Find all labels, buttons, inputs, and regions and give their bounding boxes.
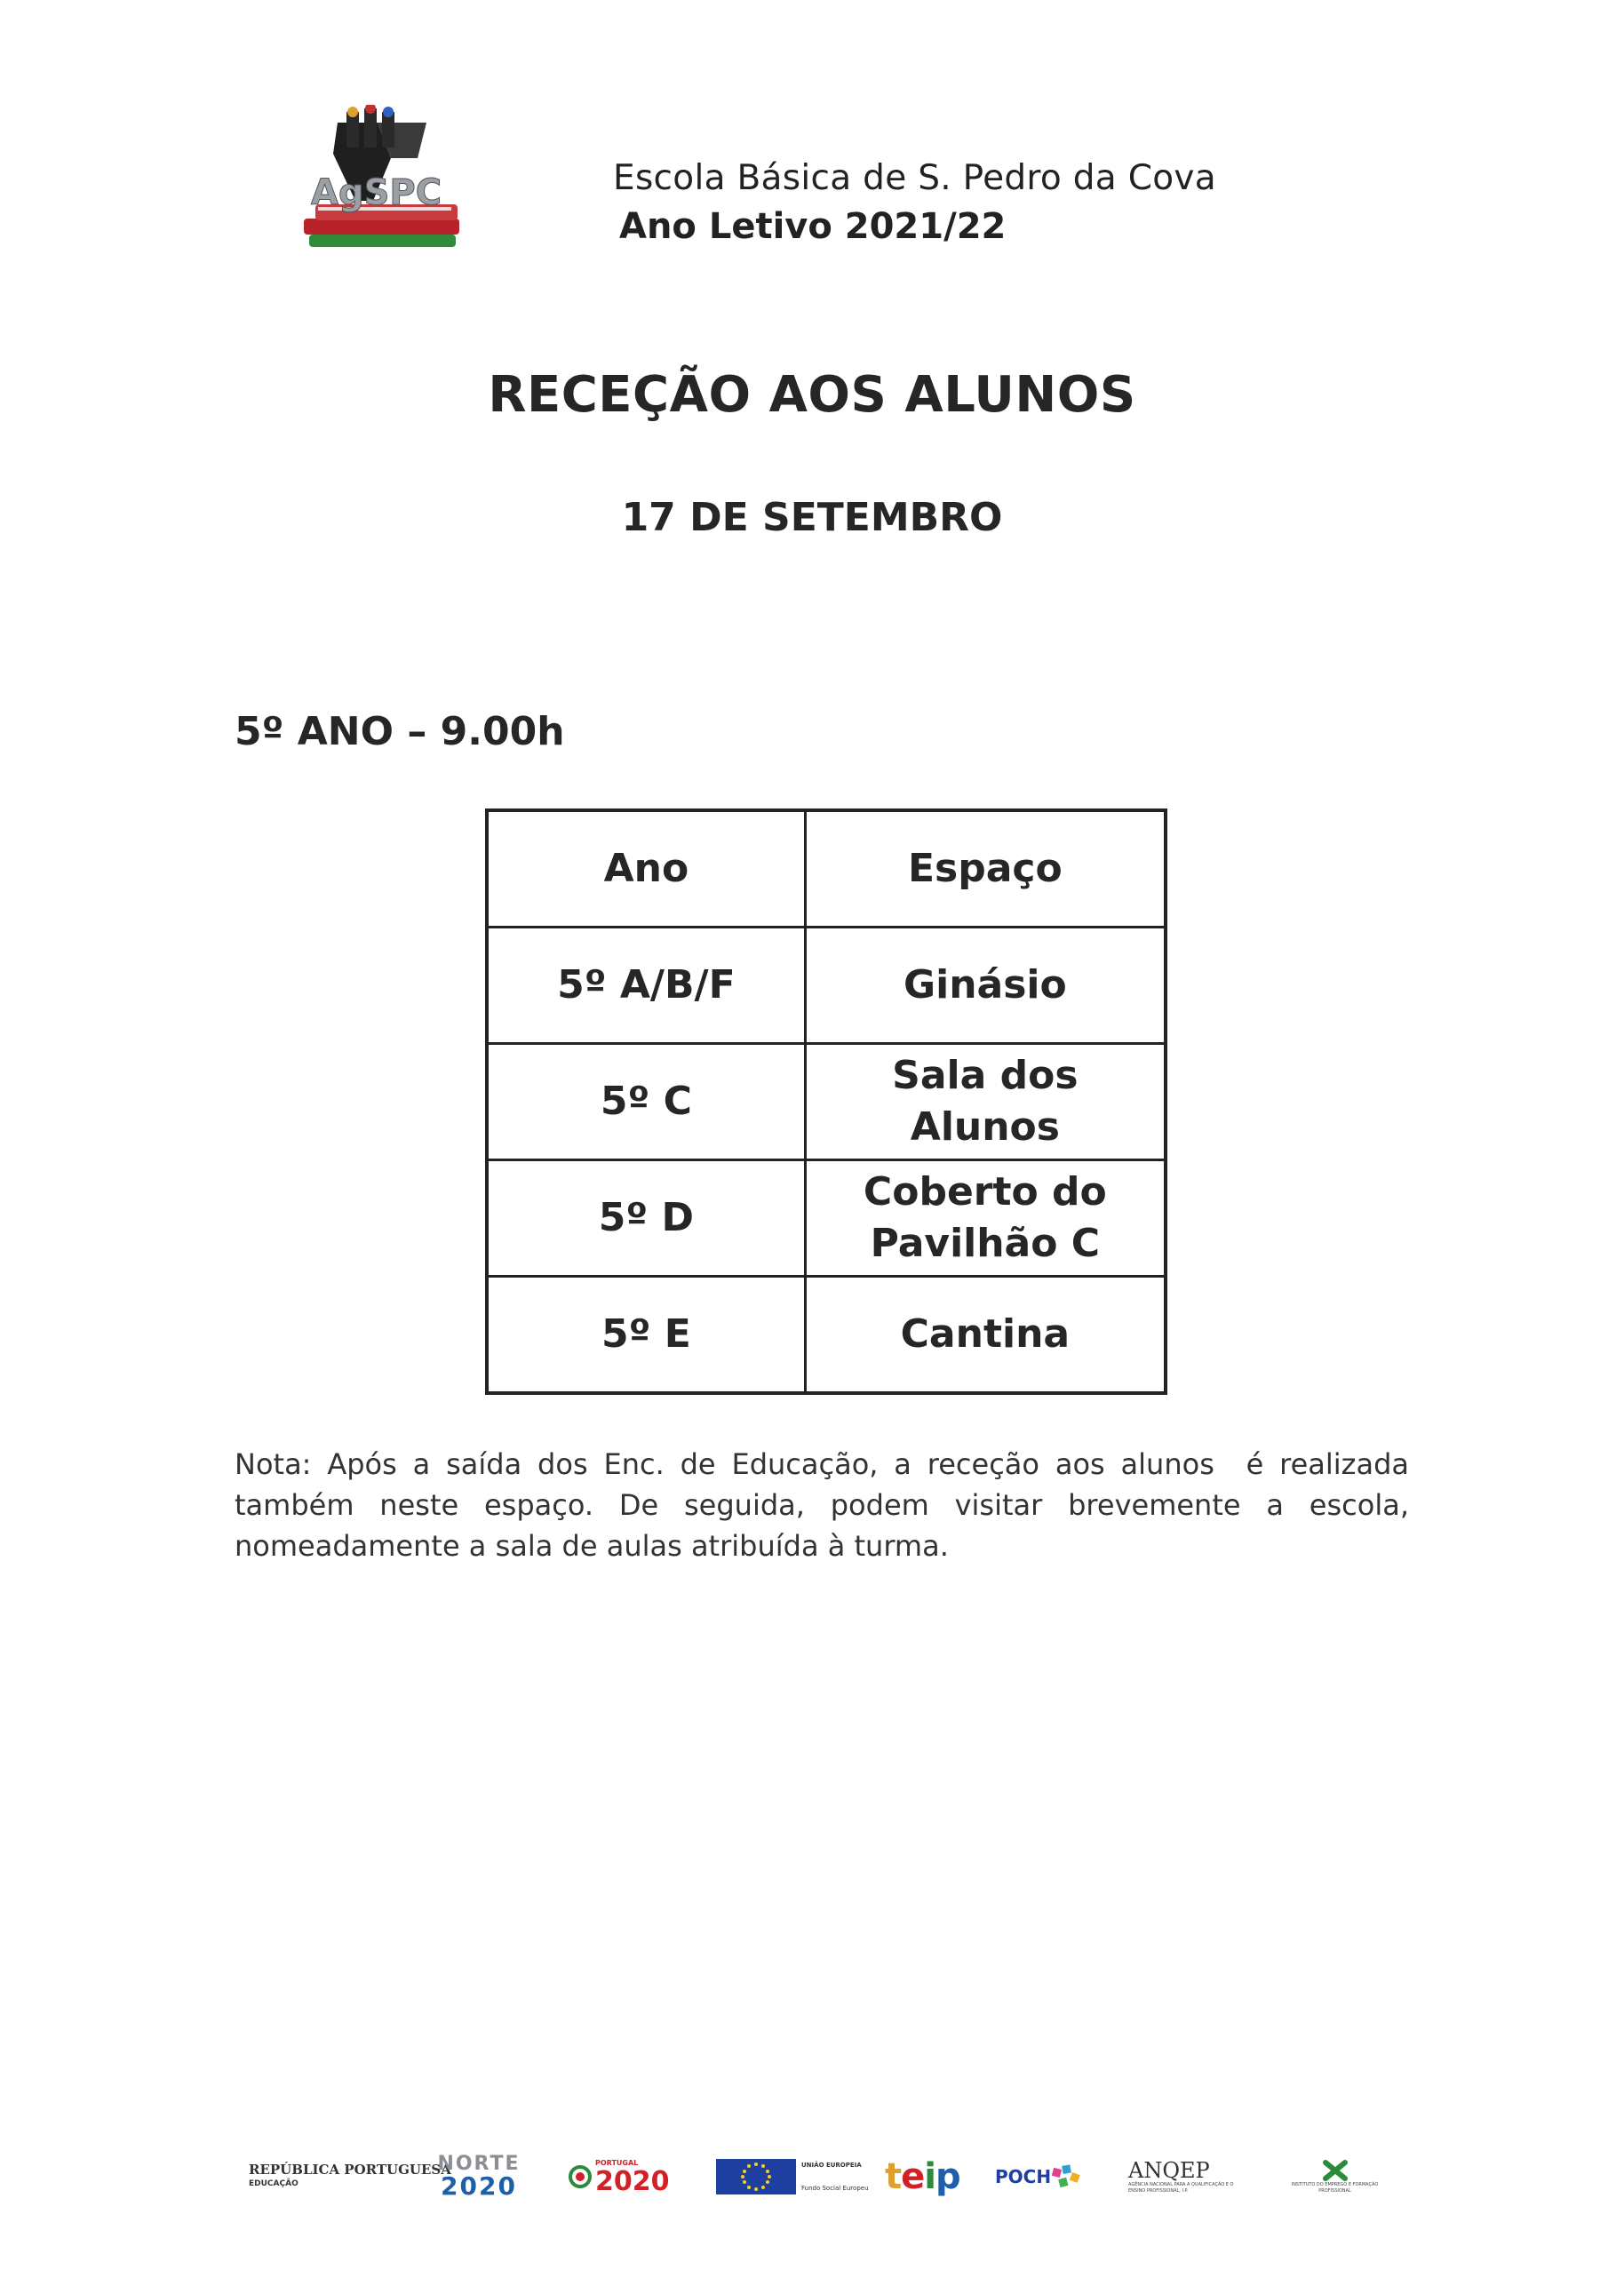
cell-ano: 5º C [487, 1044, 805, 1160]
section-heading: 5º ANO – 9.00h [235, 709, 565, 754]
poch-text: POCH [995, 2166, 1052, 2187]
anqep-text: ANQEP [1128, 2158, 1210, 2183]
column-header-ano: Ano [487, 810, 805, 928]
portugal-text: PORTUGAL [595, 2159, 639, 2167]
cell-ano: 5º A/B/F [487, 928, 805, 1044]
portugal-2020-logo [569, 2150, 711, 2203]
republica-portuguesa-text: REPÚBLICA PORTUGUESA [249, 2162, 451, 2178]
uniao-europeia-logo [716, 2150, 885, 2203]
cell-espaco: Cantina [805, 1277, 1166, 1394]
educacao-text: EDUCAÇÃO [249, 2179, 299, 2188]
poch-graphic-icon [1051, 2161, 1084, 2193]
poch-logo [995, 2150, 1084, 2203]
table-row [487, 1044, 1166, 1160]
table-row [487, 928, 1166, 1044]
cell-espaco: Ginásio [805, 928, 1166, 1044]
portugal-2020-text: 2020 [595, 2166, 670, 2197]
norte-2020-text: 2020 [441, 2171, 517, 2201]
republica-portuguesa-logo [243, 2150, 451, 2203]
reception-table [485, 808, 1167, 1395]
table-row [487, 1160, 1166, 1277]
iefp-symbol-icon [1322, 2159, 1349, 2182]
table-header-row [487, 810, 1166, 928]
cell-espaco: Sala dos Alunos [805, 1044, 1166, 1160]
column-header-espaco: Espaço [805, 810, 1166, 928]
iefp-logo [1279, 2150, 1390, 2203]
page-title: RECEÇÃO AOS ALUNOS [488, 366, 1136, 424]
table-row [487, 1277, 1166, 1394]
event-date: 17 DE SETEMBRO [621, 495, 1003, 540]
uniao-europeia-text: UNIÃO EUROPEIA [801, 2162, 862, 2169]
anqep-subtext: AGÊNCIA NACIONAL PARA A QUALIFICAÇÃO E O ENSINO PROFISSIONAL, I.P. [1128, 2182, 1234, 2194]
footer-logos [240, 2150, 1395, 2212]
teip-logo [885, 2150, 974, 2203]
fundo-social-europeu-text: Fundo Social Europeu [801, 2185, 869, 2192]
norte-text: NORTE [437, 2153, 521, 2175]
logo-text: AgSPC [311, 172, 442, 213]
iefp-text: INSTITUTO DO EMPREGO E FORMAÇÃO PROFISSIONAL [1291, 2182, 1379, 2194]
cell-ano: 5º E [487, 1277, 805, 1394]
norte-2020-logo [421, 2150, 537, 2203]
eu-flag-icon [716, 2157, 796, 2196]
school-logo [293, 105, 471, 256]
cell-espaco: Coberto do Pavilhão C [805, 1160, 1166, 1277]
cell-ano: 5º D [487, 1160, 805, 1277]
school-year: Ano Letivo 2021/22 [619, 206, 1007, 247]
anqep-logo [1128, 2150, 1244, 2203]
school-name: Escola Básica de S. Pedro da Cova [613, 158, 1216, 198]
teip-text: teip [885, 2156, 960, 2197]
portugal-2020-symbol-icon [569, 2159, 592, 2194]
note-text: Nota: Após a saída dos Enc. de Educação, a receção aos alunos é realizada também neste espaço. De seguida, podem visitar brevemente a escola, nomeadamente a sala de aulas atribuída à turma. [235, 1447, 1419, 1563]
